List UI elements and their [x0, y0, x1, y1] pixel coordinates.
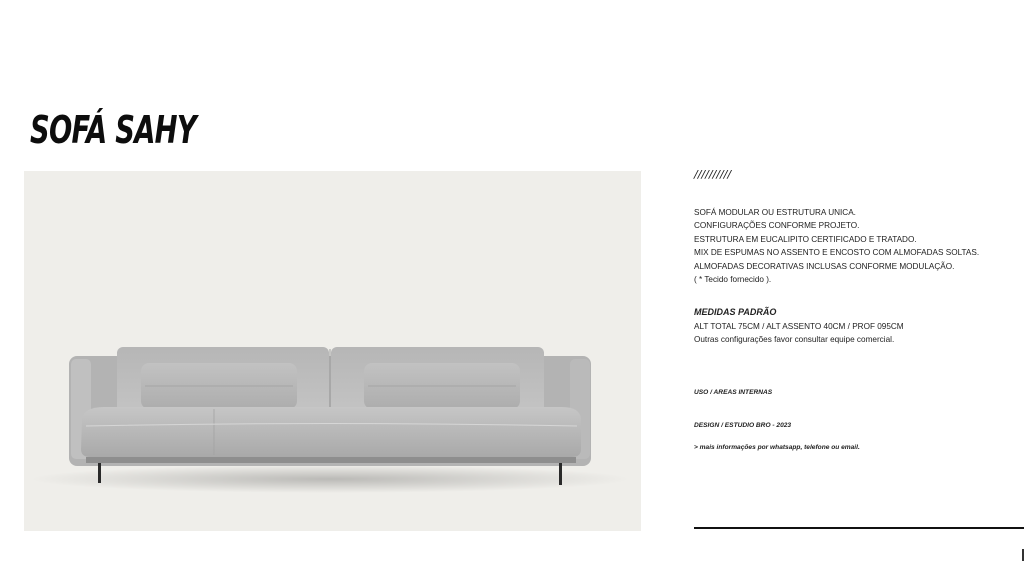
measures-heading: MEDIDAS PADRÃO	[694, 307, 777, 317]
description-line: ALMOFADAS DECORATIVAS INCLUSAS CONFORME MODULAÇÃO.	[694, 261, 955, 271]
description-line: ESTRUTURA EM EUCALIPITO CERTIFICADO E TRATADO.	[694, 234, 917, 244]
description-line: ( * Tecido fornecido ).	[694, 275, 772, 285]
contact-note: > mais informações por whatsapp, telefone ou email.	[694, 444, 860, 451]
decorative-separator: //////////	[694, 168, 732, 181]
description-list	[694, 206, 979, 286]
measures-line: Outras configurações favor consultar equipe comercial.	[694, 335, 895, 345]
product-photo	[24, 171, 641, 531]
measures-line: ALT TOTAL 75CM / ALT ASSENTO 40CM / PROF 095CM	[694, 322, 904, 331]
measures-block	[694, 320, 904, 347]
description-line: SOFÁ MODULAR OU ESTRUTURA UNICA.	[694, 208, 856, 217]
description-line: MIX DE ESPUMAS NO ASSENTO E ENCOSTO COM ALMOFADAS SOLTAS.	[694, 248, 980, 258]
product-title: SOFÁ SAHY	[30, 108, 196, 152]
footer-rule	[694, 527, 1024, 529]
usage-note: USO / AREAS INTERNAS	[694, 389, 773, 396]
sofa-illustration	[24, 171, 641, 531]
design-credit: DESIGN / ESTUDIO BRO - 2023	[694, 422, 792, 429]
description-line: CONFIGURAÇÕES CONFORME PROJETO.	[694, 221, 860, 231]
